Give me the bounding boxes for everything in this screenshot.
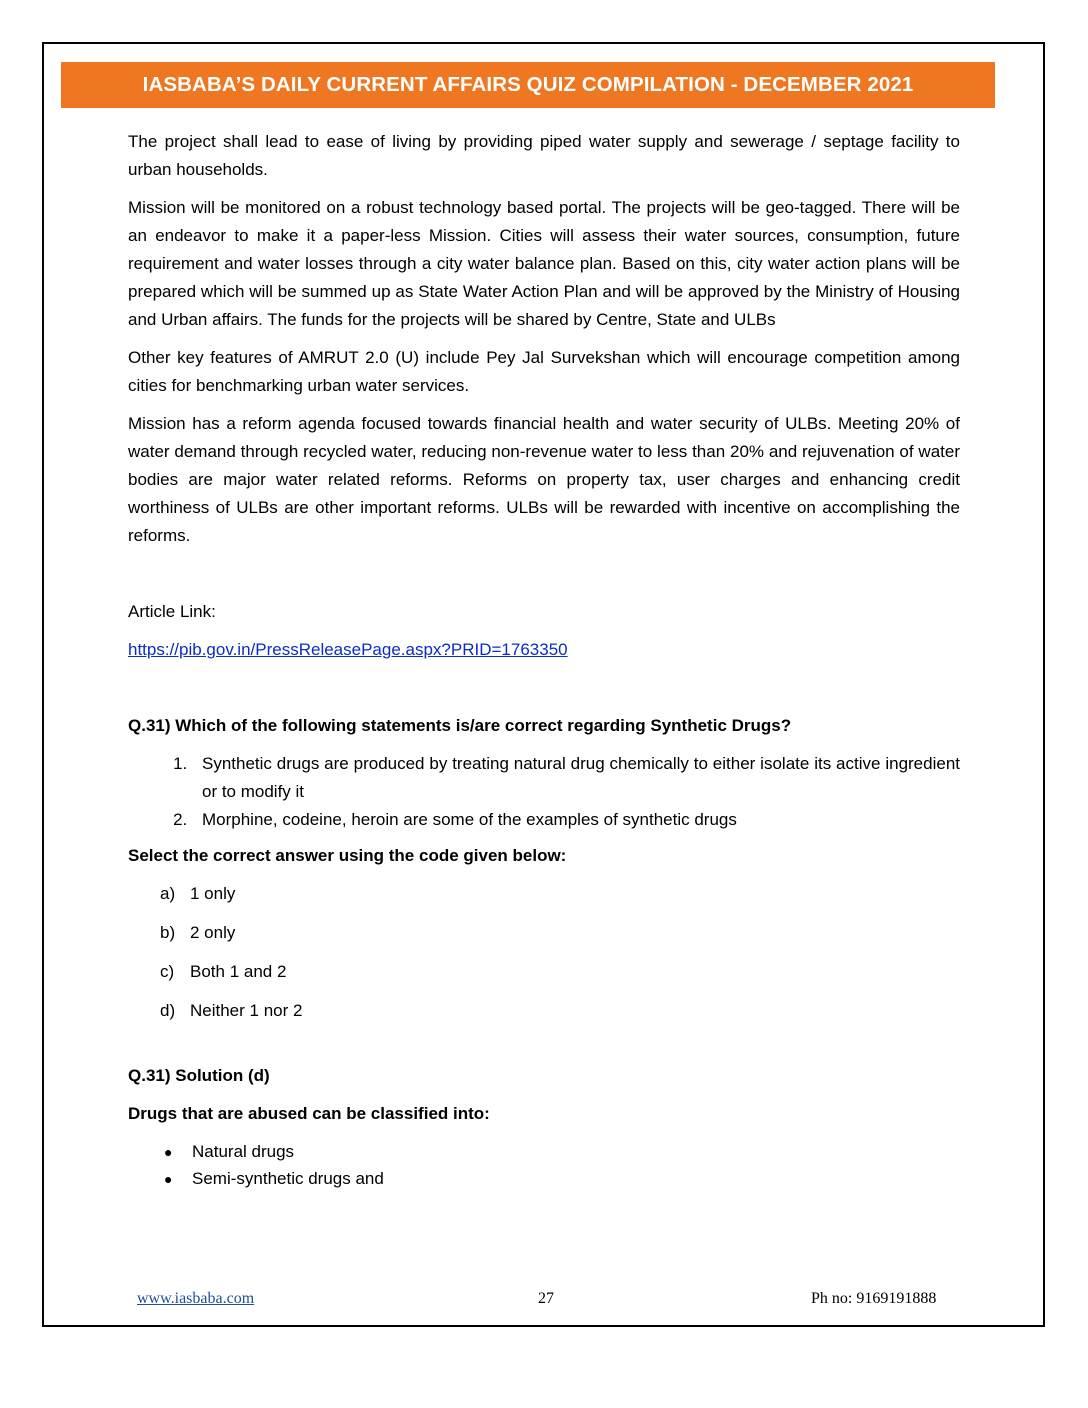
bullet-icon: ● xyxy=(164,1171,173,1187)
page-content xyxy=(128,128,960,1192)
article-link[interactable]: https://pib.gov.in/PressReleasePage.aspx?PRID=1763350 xyxy=(128,640,568,659)
page-footer xyxy=(0,1290,1088,1320)
statement-item: 1. Synthetic drugs are produced by treating natural drug chemically to either isolate its active ingredient or to modify it xyxy=(192,750,960,806)
paragraph: Mission will be monitored on a robust technology based portal. The projects will be geo-tagged. There will be an endeavor to make it a paper-less Mission. Cities will assess their water sources, consumption, future requirement and water losses through a city water balance plan. Based on this, city water action plans will be prepared which will be summed up as State Water Action Plan and will be approved by the Ministry of Housing and Urban affairs. The funds for the projects will be shared by Centre, State and ULBs xyxy=(128,198,960,329)
option-item: a) 1 only xyxy=(160,884,236,903)
bullet-list xyxy=(128,1138,960,1192)
phone-number: Ph no: 9169191888 xyxy=(811,1290,937,1307)
paragraph: Other key features of AMRUT 2.0 (U) include Pey Jal Survekshan which will encourage competition among cities for benchmarking urban water services. xyxy=(128,348,960,395)
bullet-item: ● Semi-synthetic drugs and xyxy=(164,1165,960,1192)
option-item: b) 2 only xyxy=(160,923,236,942)
solution-title: Q.31) Solution (d) xyxy=(128,1066,270,1085)
bullet-icon: ● xyxy=(164,1144,173,1160)
bullet-item: ● Natural drugs xyxy=(164,1138,960,1165)
paragraph: The project shall lead to ease of living by providing piped water supply and sewerage / septage facility to urban households. xyxy=(128,132,960,179)
question-instruction: Select the correct answer using the code given below: xyxy=(128,846,567,865)
statement-list xyxy=(128,750,960,834)
option-list xyxy=(128,880,960,1036)
statement-item: 2. Morphine, codeine, heroin are some of the examples of synthetic drugs xyxy=(192,806,960,834)
website-link[interactable]: www.iasbaba.com xyxy=(137,1290,255,1307)
header-title: IASBABA’S DAILY CURRENT AFFAIRS QUIZ COMPILATION - DECEMBER 2021 xyxy=(142,73,914,96)
option-item: c) Both 1 and 2 xyxy=(160,962,287,981)
page-number: 27 xyxy=(538,1290,554,1307)
header-banner xyxy=(61,62,995,108)
article-link-label: Article Link: xyxy=(128,602,216,621)
question-title: Q.31) Which of the following statements is/are correct regarding Synthetic Drugs? xyxy=(128,716,792,735)
paragraph: Mission has a reform agenda focused towards financial health and water security of ULBs. Meeting 20% of water demand through recycled water, reducing non-revenue water to less than 20% and rejuvenation of water bodies are major water related reforms. Reforms on property tax, user charges and enhancing credit worthiness of ULBs are other important reforms. ULBs will be rewarded with incentive on accomplishing the reforms. xyxy=(128,414,960,545)
option-item: d) Neither 1 nor 2 xyxy=(160,1001,303,1020)
solution-subtitle: Drugs that are abused can be classified into: xyxy=(128,1104,490,1123)
